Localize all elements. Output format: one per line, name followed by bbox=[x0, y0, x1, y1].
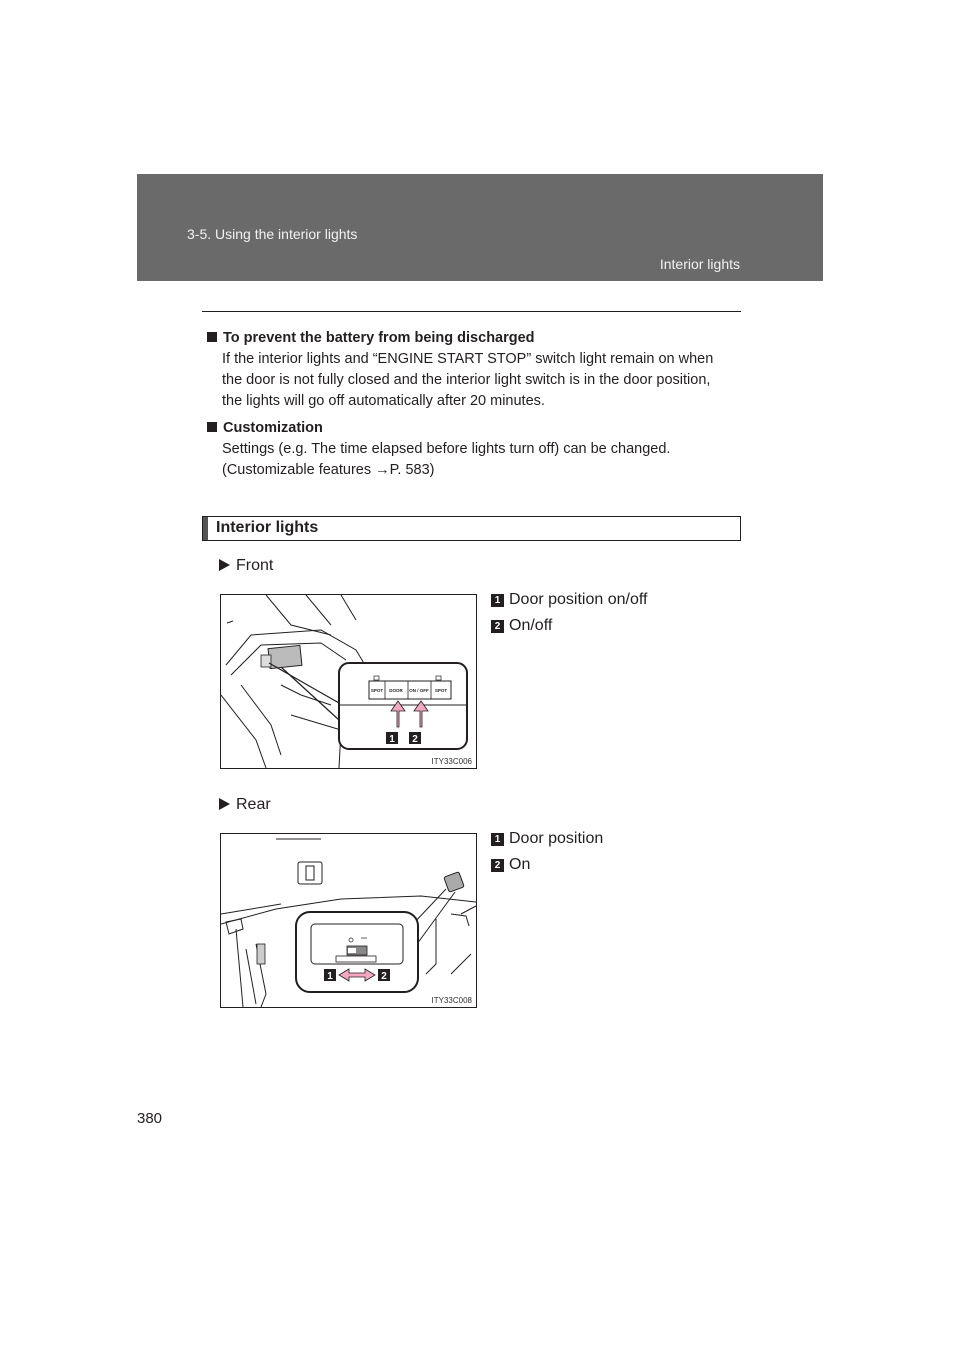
front-callout-1 bbox=[491, 591, 647, 609]
square-bullet-icon bbox=[207, 332, 217, 342]
callout-number: 1 bbox=[389, 734, 395, 745]
image-code: ITY33C006 bbox=[431, 757, 472, 766]
callout-number-badge: 1 bbox=[491, 594, 504, 607]
triangle-bullet-icon bbox=[219, 559, 230, 571]
callout-number: 1 bbox=[327, 971, 333, 982]
note-line: Settings (e.g. The time elapsed before lights turn off) can be changed. bbox=[222, 441, 671, 457]
section-label: 3-5. Using the interior lights bbox=[187, 226, 358, 242]
square-bullet-icon bbox=[207, 422, 217, 432]
note-line: If the interior lights and “ENGINE START STOP” switch light remain on when bbox=[222, 351, 714, 367]
callout-text: Door position on/off bbox=[509, 591, 648, 608]
callout-number: 2 bbox=[381, 971, 387, 982]
front-label: Front bbox=[236, 557, 274, 574]
section-title: Interior lights bbox=[216, 519, 319, 536]
note-heading bbox=[207, 328, 767, 349]
switch-label: SPOT bbox=[370, 688, 384, 693]
triangle-bullet-icon bbox=[219, 798, 230, 810]
note-battery bbox=[207, 328, 767, 412]
callout-text: On bbox=[509, 856, 531, 873]
front-light-illustration bbox=[220, 594, 477, 769]
rear-light-illustration bbox=[220, 833, 477, 1008]
header-band bbox=[137, 174, 823, 281]
rear-ceiling-drawing bbox=[221, 834, 476, 1007]
callout-number-badge: 1 bbox=[491, 833, 504, 846]
rear-callout-1 bbox=[491, 830, 603, 848]
switch-label: ON / OFF bbox=[409, 688, 429, 693]
note-heading-text: Customization bbox=[223, 420, 323, 436]
callout-number-badge: 2 bbox=[491, 859, 504, 872]
note-customization bbox=[207, 418, 767, 481]
note-heading bbox=[207, 418, 767, 439]
callout-number-badge: 2 bbox=[491, 620, 504, 633]
page-number: 380 bbox=[137, 1110, 163, 1127]
front-callout-2 bbox=[491, 617, 552, 635]
section-title-box bbox=[202, 516, 741, 541]
note-line: the door is not fully closed and the interior light switch is in the door position, bbox=[222, 372, 711, 388]
section-title-bar bbox=[203, 517, 208, 540]
callout-text: Door position bbox=[509, 830, 604, 847]
front-console-drawing bbox=[221, 595, 476, 768]
top-rule bbox=[202, 311, 741, 312]
front-subheading bbox=[219, 557, 273, 575]
rear-label: Rear bbox=[236, 796, 271, 813]
callout-text: On/off bbox=[509, 617, 553, 634]
image-code: ITY33C008 bbox=[431, 996, 472, 1005]
header-title: Interior lights bbox=[659, 256, 740, 272]
rear-subheading bbox=[219, 796, 271, 814]
rear-callout-2 bbox=[491, 856, 530, 874]
note-line: the lights will go off automatically after 20 minutes. bbox=[222, 393, 545, 409]
callout-number: 2 bbox=[412, 734, 418, 745]
switch-label: DOOR bbox=[389, 688, 403, 693]
note-heading-text: To prevent the battery from being discharged bbox=[223, 330, 535, 346]
switch-label: SPOT bbox=[434, 688, 448, 693]
note-line: (Customizable features →P. 583) bbox=[222, 462, 435, 478]
